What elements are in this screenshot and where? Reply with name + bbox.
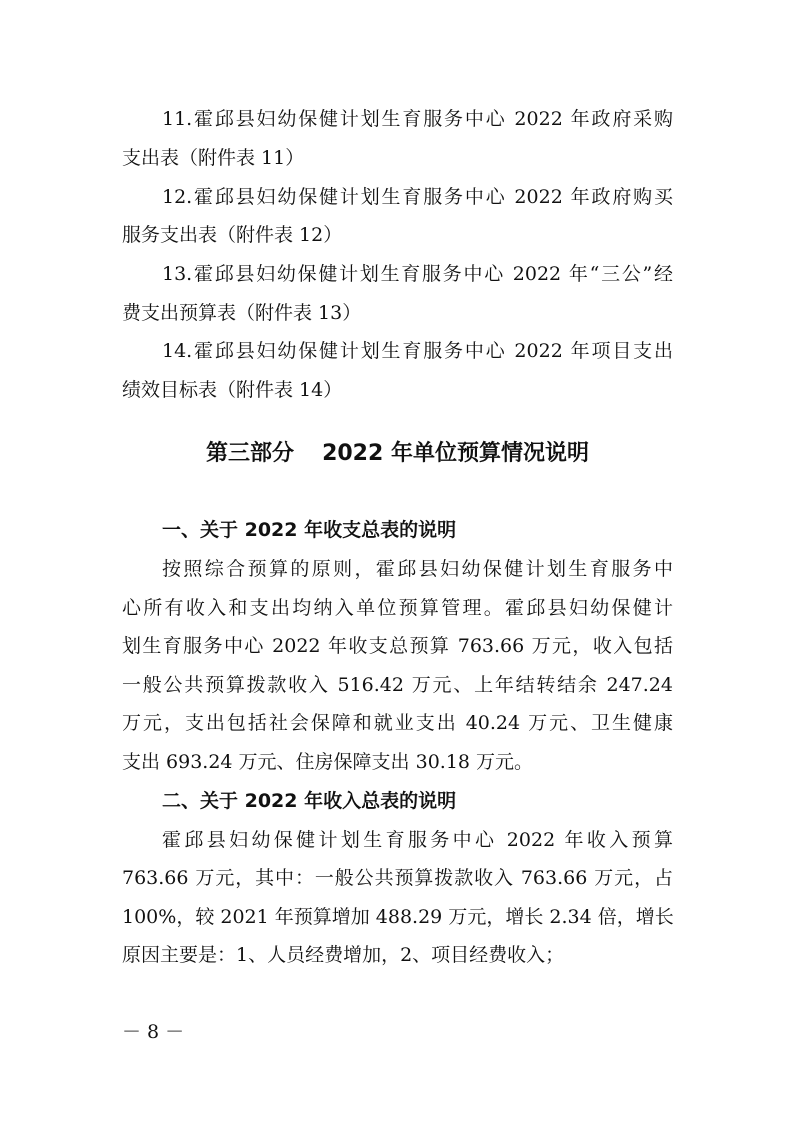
section2-line-1: 霍邱县妇幼保健计划生育服务中心 2022 年收入预算 [162,829,673,851]
section2-line-3: 100%，较 2021 年预算增加 488.29 万元，增长 2.34 倍，增长 [122,906,674,928]
list-item-12-line1: 12.霍邱县妇幼保健计划生育服务中心 2022 年政府购买 [162,186,673,208]
section2-line-2: 763.66 万元，其中：一般公共预算拨款收入 763.66 万元，占 [122,867,673,889]
part-heading [122,440,673,468]
section1-line-1: 按照综合预算的原则，霍邱县妇幼保健计划生育服务中 [162,558,673,580]
page-number: － 8 － [122,1021,185,1043]
section1-title: 一、关于 2022 年收支总表的说明 [162,519,457,541]
section2-line-4: 原因主要是：1、人员经费增加，2、项目经费收入； [122,944,565,966]
list-item-14-line1: 14.霍邱县妇幼保健计划生育服务中心 2022 年项目支出 [162,340,673,362]
list-item-14-line2: 绩效目标表（附件表 14） [122,379,343,401]
section2-title: 二、关于 2022 年收入总表的说明 [162,790,457,812]
section1-line-2: 心所有收入和支出均纳入单位预算管理。霍邱县妇幼保健计 [122,597,673,619]
section1-line-4: 一般公共预算拨款收入 516.42 万元、上年结转结余 247.24 [122,674,673,696]
list-item-11-line1: 11.霍邱县妇幼保健计划生育服务中心 2022 年政府采购 [162,108,673,130]
list-item-13-line1: 13.霍邱县妇幼保健计划生育服务中心 2022 年“三公”经 [162,263,673,285]
list-item-11-line2: 支出表（附件表 11） [122,147,305,169]
list-item-12-line2: 服务支出表（附件表 12） [122,224,343,246]
section1-line-6: 支出 693.24 万元、住房保障支出 30.18 万元。 [122,751,534,773]
section1-line-3: 划生育服务中心 2022 年收支总预算 763.66 万元，收入包括 [122,635,673,657]
part-heading-title: 2022 年单位预算情况说明 [322,441,589,466]
list-item-13-line2: 费支出预算表（附件表 13） [122,302,362,324]
part-heading-label: 第三部分 [206,441,295,466]
section1-line-5: 万元，支出包括社会保障和就业支出 40.24 万元、卫生健康 [122,712,673,734]
